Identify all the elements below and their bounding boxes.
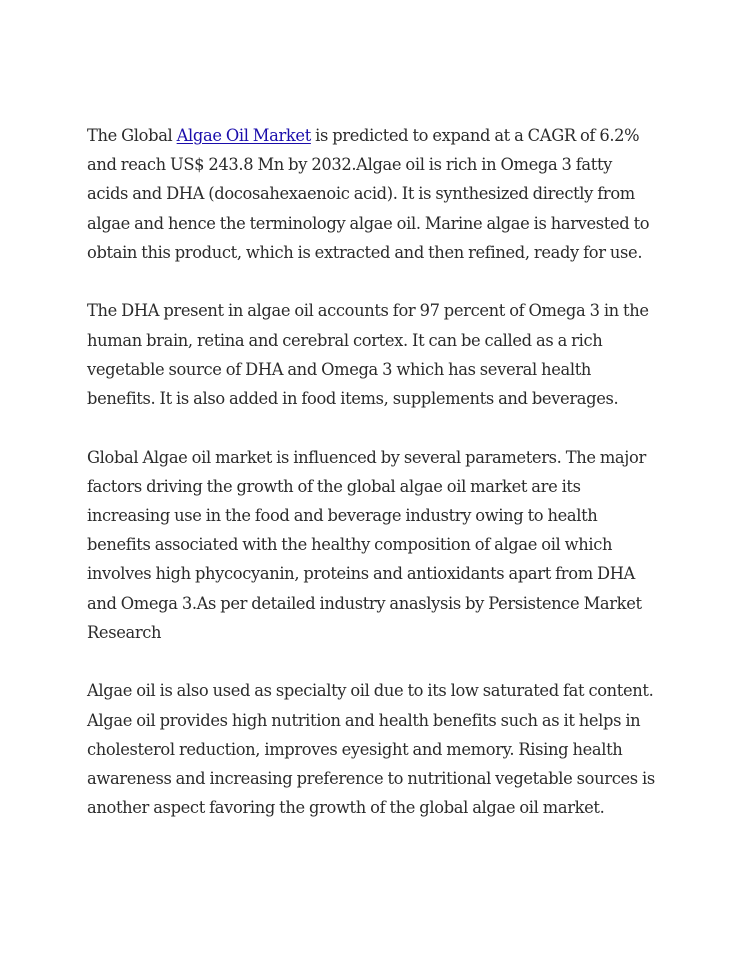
paragraph-market-drivers: Global Algae oil market is influenced by several parameters. The major factors driving the growth of the global algae oil market are its increasing use in the food and beverage industry owing to health benefits associated with the healthy composition of algae oil which involves high phycocyanin, proteins and antioxidants apart from DHA and Omega 3.As per detailed industry anaslysis by Persistence Market Research [87,447,646,642]
intro-text-rest: is predicted to expand at a CAGR of 6.2% and reach US$ 243.8 Mn by 2032.Algae oil is rich in Omega 3 fatty acids and DHA (docosahexaenoic acid). It is synthesized directly from algae and hence the terminology algae oil. Marine algae is harvested to obtain this product, which is extracted and then refined, ready for use. [87,126,650,262]
paragraph-intro [87,121,657,267]
paragraph-dha: The DHA present in algae oil accounts for 97 percent of Omega 3 in the human brain, retina and cerebral cortex. It can be called as a rich vegetable source of DHA and Omega 3 which has several health benefits. It is also added in food items, supplements and beverages. [87,301,649,409]
article-body [87,121,657,852]
intro-text-start: The Global [87,126,177,145]
algae-oil-market-link[interactable]: Algae Oil Market [176,126,311,145]
paragraph-specialty-oil: Algae oil is also used as specialty oil due to its low saturated fat content. Algae oil provides high nutrition and health benefits such as it helps in cholesterol reduction, improves eyesight and memory. Rising health awareness and increasing preference to nutritional vegetable sources is another aspect favoring the growth of the global algae oil market. [87,681,655,818]
